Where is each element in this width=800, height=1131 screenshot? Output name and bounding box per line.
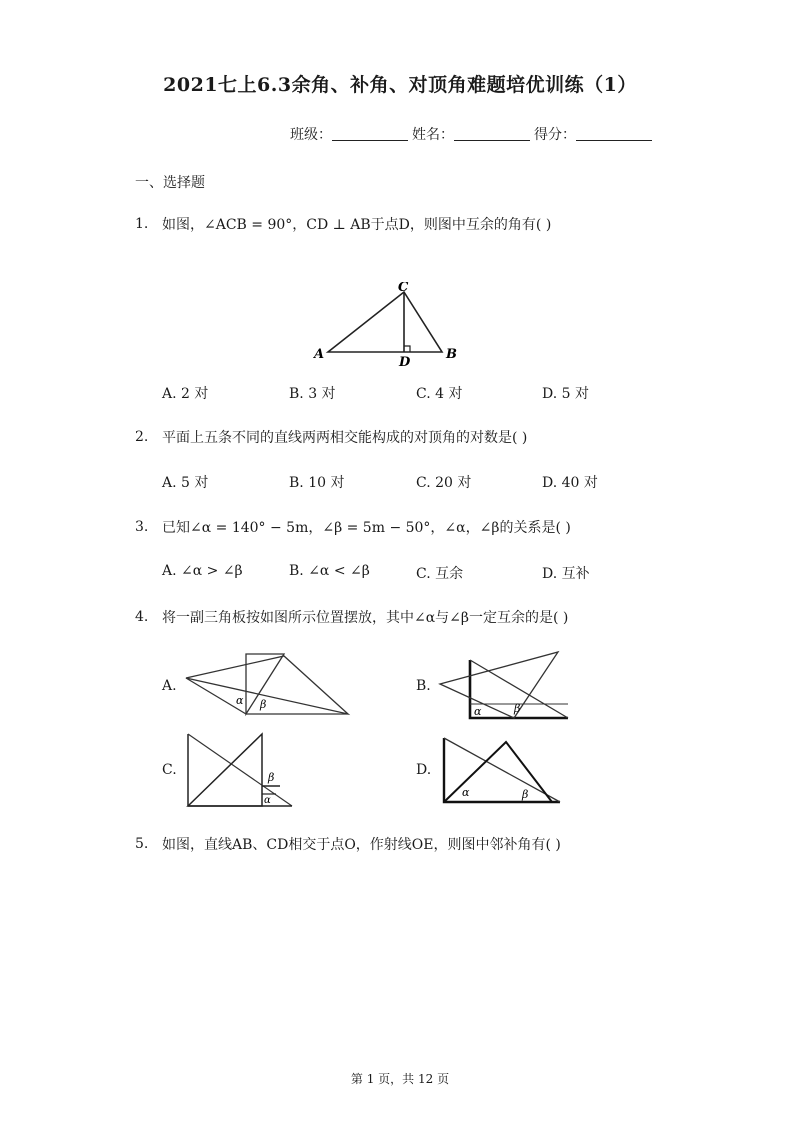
q4-option-b-label[interactable]: B.: [416, 678, 431, 694]
q3-option-d[interactable]: D. 互补: [542, 566, 590, 582]
alpha-label: α: [236, 694, 244, 707]
alpha-label: α: [474, 705, 482, 718]
q4-option-c-label[interactable]: C.: [162, 762, 177, 778]
question-3-text: 已知∠α = 140° − 5m，∠β = 5m − 50°，∠α，∠β的关系是( ): [162, 520, 571, 536]
question-5-text: 如图，直线AB、CD相交于点O，作射线OE，则图中邻补角有( ): [162, 837, 561, 853]
question-4-text: 将一副三角板按如图所示位置摆放，其中∠α与∠β一定互余的是( ): [162, 610, 569, 626]
right-angle-mark: [404, 346, 410, 352]
question-5-number: 5.: [135, 836, 149, 852]
q3-option-b[interactable]: B. ∠α < ∠β: [289, 563, 370, 579]
q2-option-c[interactable]: C. 20 对: [416, 475, 472, 491]
name-blank: [454, 126, 530, 141]
score-label: 得分：: [534, 127, 576, 143]
beta-label: β: [514, 702, 521, 715]
beta-label: β: [260, 698, 267, 711]
q2-option-b[interactable]: B. 10 对: [289, 475, 345, 491]
q1-option-d[interactable]: D. 5 对: [542, 386, 589, 402]
student-info-line: [290, 124, 656, 144]
score-blank: [576, 126, 652, 141]
q1-option-b[interactable]: B. 3 对: [289, 386, 336, 402]
page-footer: 第 1 页，共 12 页: [350, 1072, 450, 1086]
alpha-label: α: [264, 795, 271, 806]
q3-option-c[interactable]: C. 互余: [416, 566, 464, 582]
question-2-number: 2.: [135, 429, 149, 445]
set-square-1: [188, 734, 262, 806]
q1-option-c[interactable]: C. 4 对: [416, 386, 463, 402]
beta-label: β: [522, 788, 529, 801]
q4-figure-c[interactable]: [184, 730, 296, 808]
beta-label: β: [268, 771, 275, 784]
q2-option-d[interactable]: D. 40 对: [542, 475, 598, 491]
class-label: 班级：: [290, 127, 332, 143]
q4-option-a-label[interactable]: A.: [162, 678, 177, 694]
set-square-1: [186, 656, 348, 714]
set-square-2-hyp: [188, 734, 292, 806]
q4-figure-b[interactable]: [436, 650, 572, 720]
question-1-number: 1.: [135, 216, 149, 232]
label-d: D: [399, 355, 411, 370]
set-square-2: [440, 652, 558, 718]
q4-option-d-label[interactable]: D.: [416, 762, 432, 778]
question-1-figure: [310, 282, 470, 372]
section-title: 一、选择题: [135, 175, 205, 191]
name-label: 姓名：: [412, 127, 454, 143]
label-a: A: [314, 347, 325, 362]
q4-figure-a[interactable]: [182, 648, 354, 720]
set-square-2: [444, 742, 552, 802]
label-c: C: [398, 282, 409, 295]
page-title: 2021七上6.3余角、补角、对顶角难题培优训练（1）: [163, 74, 637, 96]
q3-option-a[interactable]: A. ∠α > ∠β: [162, 563, 243, 579]
question-3-number: 3.: [135, 519, 149, 535]
triangle-abc: [328, 292, 442, 352]
label-b: B: [446, 347, 457, 362]
q1-option-a[interactable]: A. 2 对: [162, 386, 209, 402]
question-2-text: 平面上五条不同的直线两两相交能构成的对顶角的对数是( ): [162, 430, 528, 446]
question-4-number: 4.: [135, 609, 149, 625]
class-blank: [332, 126, 408, 141]
q2-option-a[interactable]: A. 5 对: [162, 475, 209, 491]
question-1-text: 如图，∠ACB = 90°，CD ⊥ AB于点D，则图中互余的角有( ): [162, 217, 552, 233]
alpha-label: α: [462, 786, 470, 799]
q4-figure-d[interactable]: [440, 734, 564, 806]
